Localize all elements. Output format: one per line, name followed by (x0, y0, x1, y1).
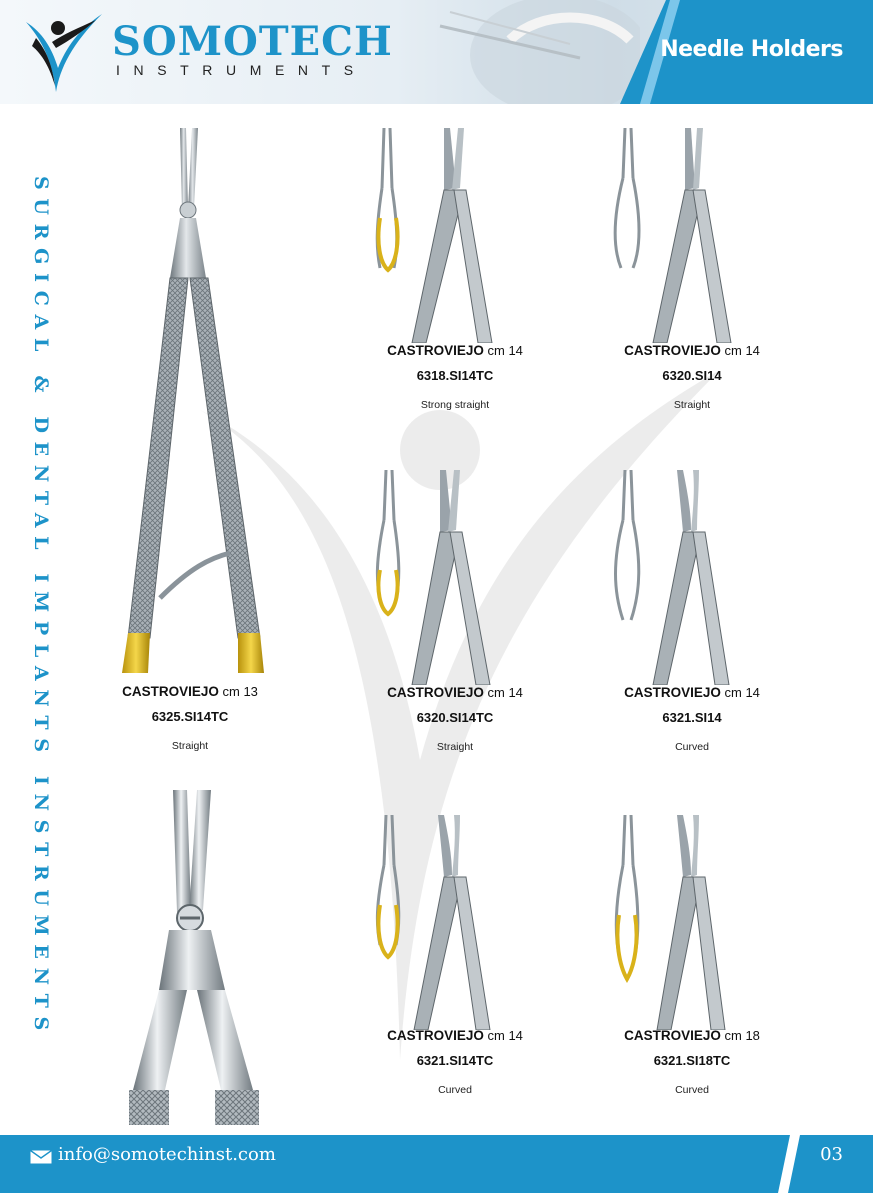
product-name: CASTROVIEJO (624, 343, 721, 358)
product-code: 6321.SI14TC (416, 1053, 494, 1068)
product-name-line (375, 685, 535, 700)
brand-subtitle: INSTRUMENTS (116, 62, 367, 78)
product-size: cm 14 (724, 343, 760, 358)
product-name-line (110, 684, 270, 699)
product-code: 6320.SI14 (662, 368, 722, 383)
footer-divider (778, 1135, 800, 1193)
product-code: 6321.SI14 (662, 710, 722, 725)
product-caption (375, 343, 535, 411)
product-name-line (375, 1028, 535, 1043)
product-code: 6320.SI14TC (416, 710, 494, 725)
needle-holder-large-image (110, 128, 270, 673)
product-type: Curved (438, 1084, 472, 1096)
product-caption (612, 1028, 772, 1096)
product-name-line (612, 1028, 772, 1043)
product-caption (110, 684, 270, 752)
product-type: Straight (171, 740, 209, 752)
product-type: Curved (675, 741, 709, 753)
product-type: Curved (675, 1084, 709, 1096)
product-name-line (612, 343, 772, 358)
side-tagline: SURGICAL & DENTAL IMPLANTS INSTRUMENTS (30, 176, 52, 1039)
product-name: CASTROVIEJO (624, 685, 721, 700)
product-code: 6318.SI14TC (416, 368, 494, 383)
product-name-line (612, 685, 772, 700)
product-size: cm 18 (724, 1028, 760, 1043)
section-title: Needle Holders (660, 37, 843, 62)
needle-holder-image-6318 (368, 128, 498, 343)
page-number: 03 (820, 1144, 843, 1165)
product-type: Strong straight (420, 399, 490, 411)
product-code: 6321.SI18TC (653, 1053, 731, 1068)
header-photo (380, 0, 640, 104)
needle-holder-closeup-image (125, 790, 265, 1125)
product-code: 6325.SI14TC (151, 709, 229, 724)
product-name: CASTROVIEJO (387, 1028, 484, 1043)
product-size: cm 14 (487, 343, 523, 358)
page-header (0, 0, 873, 104)
product-type: Straight (436, 741, 474, 753)
needle-holder-image-6321-18tc (605, 815, 740, 1030)
product-size: cm 14 (487, 685, 523, 700)
product-caption (375, 1028, 535, 1096)
product-name: CASTROVIEJO (387, 685, 484, 700)
needle-holder-image-6321 (605, 470, 740, 685)
page-footer (0, 1135, 873, 1193)
product-size: cm 14 (724, 685, 760, 700)
somotech-logo-icon (22, 8, 104, 96)
product-name: CASTROVIEJO (122, 684, 219, 699)
mail-icon (30, 1150, 52, 1164)
needle-holder-image-6321tc (368, 815, 498, 1030)
product-type: Straight (673, 399, 711, 411)
brand-name: SOMOTECH (112, 18, 393, 65)
product-size: cm 13 (222, 684, 258, 699)
product-size: cm 14 (487, 1028, 523, 1043)
needle-holder-image-6320 (605, 128, 740, 343)
product-caption (375, 685, 535, 753)
product-name: CASTROVIEJO (387, 343, 484, 358)
product-caption (612, 685, 772, 753)
product-name: CASTROVIEJO (624, 1028, 721, 1043)
product-caption (612, 343, 772, 411)
contact-email[interactable]: info@somotechinst.com (58, 1144, 276, 1165)
needle-holder-image-6320tc (368, 470, 498, 685)
product-name-line (375, 343, 535, 358)
